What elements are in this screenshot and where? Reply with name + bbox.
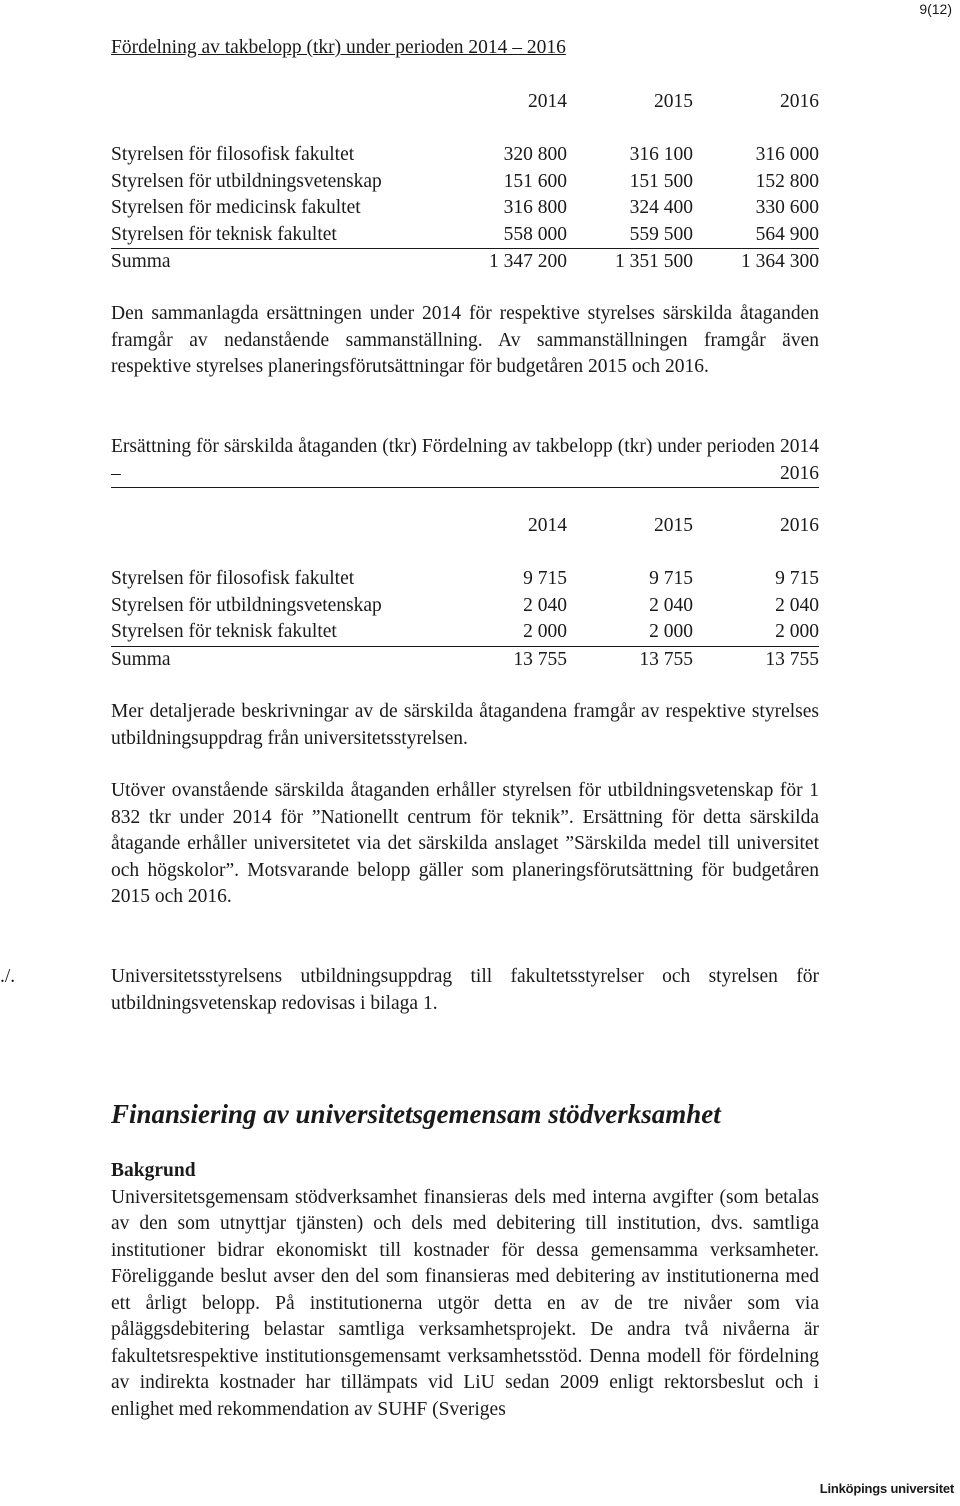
section-heading: Finansiering av universitetsgemensam stödverksamhet <box>111 1099 721 1129</box>
table-row-sum: Summa 1 347 200 1 351 500 1 364 300 <box>111 251 819 272</box>
table2-header-row <box>111 513 819 540</box>
table2-title: Ersättning för särskilda åtaganden (tkr) Fördelning av takbelopp (tkr) under perioden 2014 – 2016 <box>111 434 819 488</box>
paragraph-utover: Utöver ovanstående särskilda åtaganden erhåller styrelsen för utbildningsvetenskap för 1 832 tkr under 2014 för ”Nationellt centrum för teknik”. Ersättning för detta särskilda åtagande erhåller universitetet via det särskilda anslaget ”Särskilda medel till universitet och högskolor”. Motsvarande belopp gäller som planeringsförutsättning för budgetåren 2015 och 2016. <box>111 780 819 907</box>
table-row: Styrelsen för utbildningsvetenskap 2 040 2 040 2 040 <box>111 594 819 616</box>
paragraph-sammanlagda: Den sammanlagda ersättningen under 2014 för respektive styrelses särskilda åtaganden framgår av nedanstående sammanställning. Av sammanställningen framgår även respektive styrelses planeringsförutsättningar för budgetåren 2015 och 2016. <box>111 303 819 377</box>
year-header: 2014 <box>528 515 567 536</box>
table-row: Styrelsen för filosofisk fakultet 320 800 316 100 316 000 <box>111 144 819 165</box>
table-row: Styrelsen för medicinsk fakultet 316 800 324 400 330 600 <box>111 197 819 218</box>
paragraph-detaljerade: Mer detaljerade beskrivningar av de särskilda åtagandena framgår av respektive styrelses utbildningsuppdrag från universitetsstyrelsen. <box>111 701 819 749</box>
table1-header-row <box>111 89 819 116</box>
table1 <box>111 89 819 276</box>
year-header: 2015 <box>654 91 693 112</box>
table-row: Styrelsen för utbildningsvetenskap 151 600 151 500 152 800 <box>111 170 819 192</box>
table-row: Styrelsen för teknisk fakultet 2 000 2 000 2 000 <box>111 619 819 646</box>
university-logo: Linköpings universitet <box>819 1480 954 1496</box>
year-header: 2016 <box>780 91 819 112</box>
table-row: Styrelsen för teknisk fakultet 558 000 559 500 564 900 <box>111 222 819 249</box>
year-header: 2015 <box>654 515 693 536</box>
paragraph-bakgrund: Universitetsgemensam stödverksamhet finansieras dels med interna avgifter (som betalas av den som utnyttjar tjänsten) och dels med debitering till institution, dvs. samtliga institutioner bidrar ekonomiskt till kostnader för dessa gemensamma verksamheter. Föreliggande beslut avser den del som finansieras med debitering av institutionerna med ett årligt belopp. På institutionerna utgör detta en av de tre nivåer som via påläggsdebitering belastar samtliga verksamhetsprojekt. De andra två nivåerna är fakultetsrespektive institutionsgemensamt verksamhetsstöd. Denna modell för fördelning av indirekta kostnader har tillämpats vid LiU sedan 2009 enligt rektorsbeslut och i enlighet med rekommendation av SUHF (Sveriges <box>111 1186 819 1420</box>
year-header: 2014 <box>528 91 567 112</box>
attachment-marker: ./. <box>0 966 16 987</box>
page-number: 9(12) <box>919 1 952 17</box>
paragraph-utbildningsuppdrag: Universitetsstyrelsens utbildningsuppdrag till fakultetsstyrelser och styrelsen för utbildningsvetenskap redovisas i bilaga 1. <box>111 966 819 1014</box>
year-header: 2016 <box>780 515 819 536</box>
table-row-sum: Summa 13 755 13 755 13 755 <box>111 648 819 670</box>
table2 <box>111 513 819 673</box>
table-row: Styrelsen för filosofisk fakultet 9 715 9 715 9 715 <box>111 568 819 589</box>
table1-title: Fördelning av takbelopp (tkr) under perioden 2014 – 2016 <box>111 37 566 58</box>
subheading-bakgrund: Bakgrund <box>111 1160 196 1181</box>
